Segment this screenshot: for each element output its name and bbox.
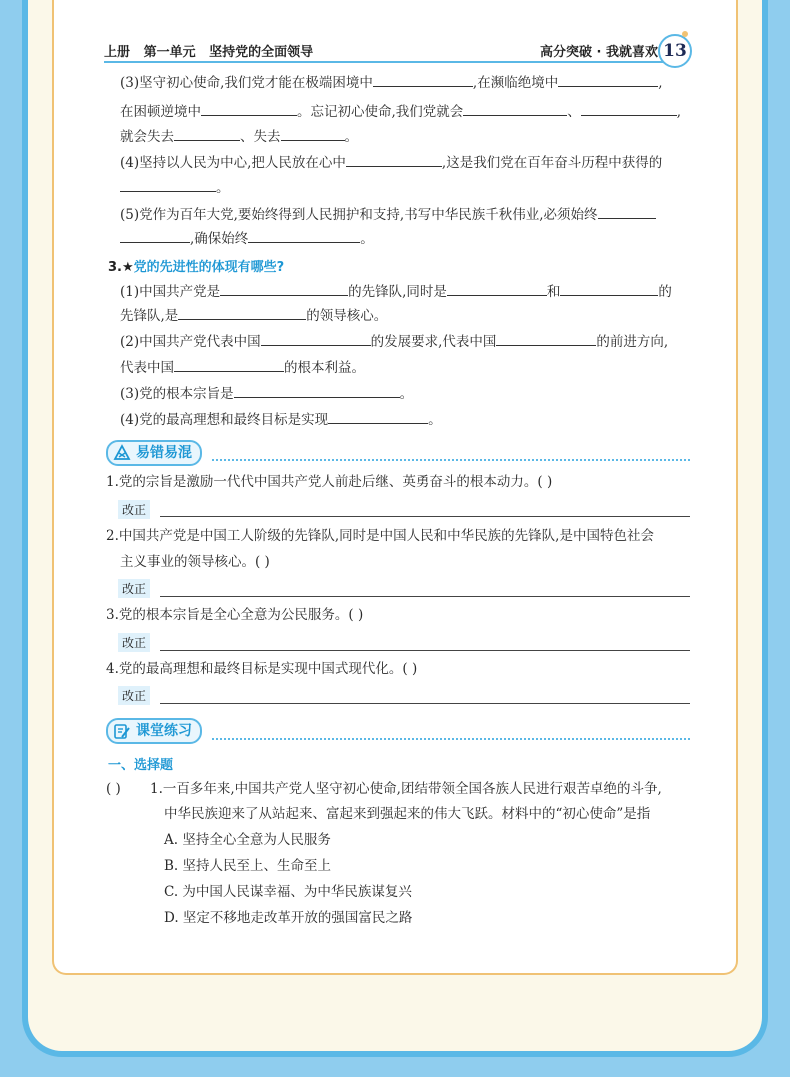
fix-answer-line[interactable] (160, 650, 690, 651)
answer-blank[interactable] (447, 282, 547, 296)
q3-line-b2: 代表中国 的根本利益。 (120, 360, 365, 376)
answer-blank[interactable] (598, 205, 656, 219)
error-item-2-cont: 主义事业的领导核心。( ) (120, 554, 270, 570)
q3-line-d1: (4)党的最高理想和最终目标是实现 。 (120, 412, 442, 428)
answer-blank[interactable] (234, 384, 400, 398)
section-divider (212, 738, 690, 740)
answer-blank[interactable] (120, 229, 190, 243)
page-number-dot (682, 31, 688, 37)
option-b[interactable]: B. 坚持人民至上、生命至上 (164, 858, 332, 874)
option-c[interactable]: C. 为中国人民谋幸福、为中华民族谋复兴 (164, 884, 412, 900)
fix-answer-line[interactable] (160, 516, 690, 517)
fix-label: 改正 (118, 633, 150, 652)
header-rule (104, 61, 664, 63)
q3-line-a1: (1)中国共产党是 的先锋队,同时是 和 的 (120, 284, 672, 300)
answer-blank[interactable] (281, 127, 345, 141)
error-item-3: 3.党的根本宗旨是全心全意为公民服务。( ) (106, 607, 364, 623)
answer-blank[interactable] (346, 153, 442, 167)
answer-blank[interactable] (174, 127, 240, 141)
header-left: 上册 第一单元 坚持党的全面领导 (104, 45, 314, 60)
section-tag-practice: 课堂练习 (106, 718, 202, 744)
page-header (104, 38, 664, 60)
option-a[interactable]: A. 坚持全心全意为人民服务 (164, 832, 331, 848)
question-3-title: 3.★党的先进性的体现有哪些? (108, 260, 285, 275)
q3-line-a2: 先锋队,是 的领导核心。 (120, 308, 388, 324)
fix-answer-line[interactable] (160, 703, 690, 704)
blank-line-3: 就会失去 、失去 。 (120, 129, 358, 145)
answer-blank[interactable] (496, 332, 596, 346)
answer-blank[interactable] (261, 332, 371, 346)
header-right: 高分突破 · 我就喜欢 (540, 45, 658, 60)
blank-line-7: ,确保始终 。 (120, 229, 374, 248)
pencil-note-icon (113, 722, 131, 740)
answer-blank[interactable] (560, 282, 658, 296)
answer-blank[interactable] (581, 102, 677, 116)
fix-answer-line[interactable] (160, 596, 690, 597)
answer-blank[interactable] (120, 178, 216, 192)
blank-line-6: (5)党作为百年大党,要始终得到人民拥护和支持,书写中华民族千秋伟业,必须始终 (120, 205, 656, 224)
star-icon: ★ (121, 260, 134, 275)
answer-paren[interactable]: ( ) (106, 781, 121, 797)
q3-line-b1: (2)中国共产党代表中国 的发展要求,代表中国 的前进方向, (120, 334, 669, 350)
error-item-1: 1.党的宗旨是激励一代代中国共产党人前赴后继、英勇奋斗的根本动力。( ) (106, 474, 553, 490)
page-number: 13 (658, 34, 692, 68)
answer-blank[interactable] (463, 102, 567, 116)
section-tag-errors: 易错易混 (106, 440, 202, 466)
error-warning-icon (113, 444, 131, 462)
blank-line-2: 在困顿逆境中 。忘记初心使命,我们党就会 、 , (120, 104, 682, 120)
option-d[interactable]: D. 坚定不移地走改革开放的强国富民之路 (164, 910, 413, 926)
fix-label: 改正 (118, 500, 150, 519)
fix-label: 改正 (118, 579, 150, 598)
section-divider (212, 459, 690, 461)
answer-blank[interactable] (220, 282, 348, 296)
error-item-4: 4.党的最高理想和最终目标是实现中国式现代化。( ) (106, 661, 418, 677)
answer-blank[interactable] (178, 306, 306, 320)
answer-blank[interactable] (373, 73, 473, 87)
answer-blank[interactable] (558, 73, 658, 87)
answer-blank[interactable] (201, 102, 297, 116)
error-item-2: 2.中国共产党是中国工人阶级的先锋队,同时是中国人民和中华民族的先锋队,是中国特色社会 (106, 528, 654, 544)
q3-line-c1: (3)党的根本宗旨是 。 (120, 386, 414, 402)
question-1-line-2: 中华民族迎来了从站起来、富起来到强起来的伟大飞跃。材料中的“初心使命”是指 (164, 806, 651, 822)
answer-blank[interactable] (174, 358, 284, 372)
answer-blank[interactable] (248, 229, 360, 243)
question-1-line-1: 1.一百多年来,中国共产党人坚守初心使命,团结带领全国各族人民进行艰苦卓绝的斗争, (150, 781, 662, 797)
answer-blank[interactable] (328, 410, 428, 424)
blank-line-1: (3)坚守初心使命,我们党才能在极端困境中 ,在濒临绝境中 , (120, 75, 663, 91)
blank-line-5: 。 (120, 178, 230, 197)
fix-label: 改正 (118, 686, 150, 705)
blank-line-4: (4)坚持以人民为中心,把人民放在心中 ,这是我们党在百年奋斗历程中获得的 (120, 155, 663, 171)
choice-subheading: 一、选择题 (108, 758, 174, 773)
